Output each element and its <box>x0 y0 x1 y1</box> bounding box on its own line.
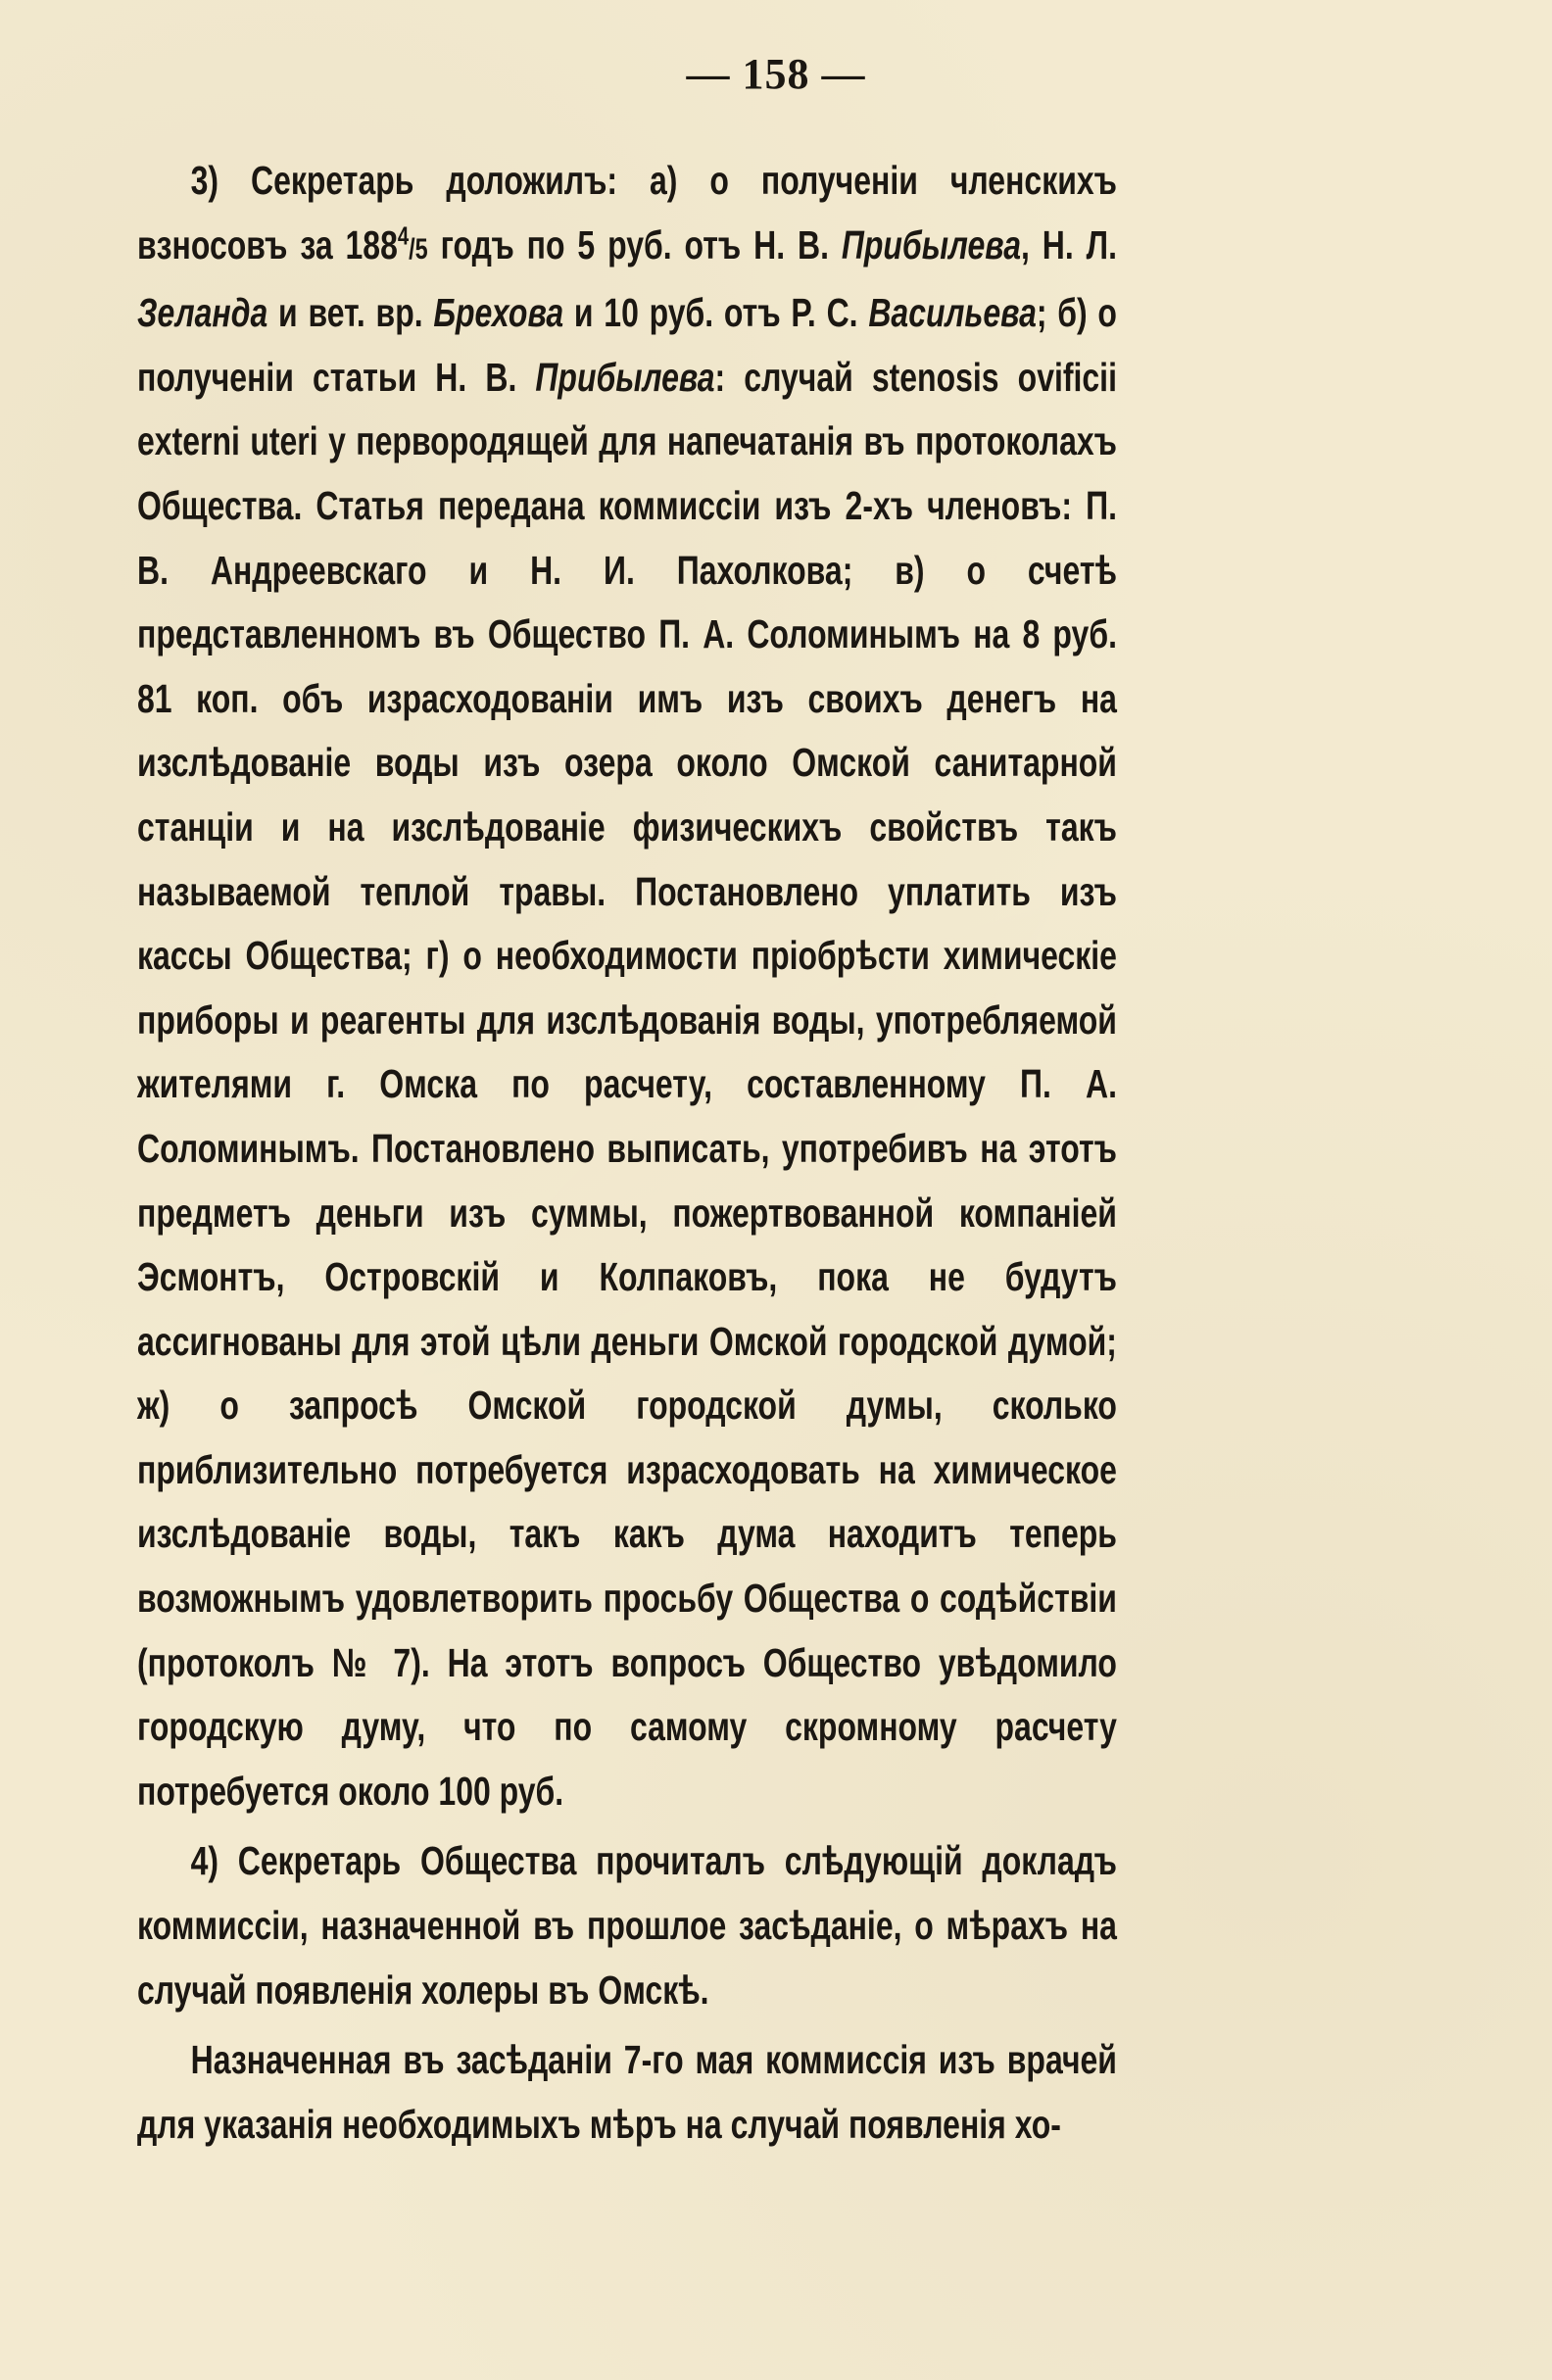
item3-text-6: ; б) о полученіи статьи Н. В. <box>137 290 1117 400</box>
paragraph-item-5: Назначенная въ засѣданіи 7-го мая коммиссія изъ врачей для указанія необходимыхъ мѣръ на случай появленія хо- <box>137 2037 1117 2147</box>
item3-text-5: и 10 руб. отъ Р. С. <box>563 290 869 336</box>
page-body <box>137 149 1117 2157</box>
name-pribyleva-2: Прибылева <box>535 354 715 400</box>
page-number: — 158 — <box>686 50 866 98</box>
paragraph-item-3 <box>137 149 1117 1823</box>
name-brekhova: Брехова <box>433 290 564 336</box>
name-vasilyeva: Васильева <box>868 290 1037 336</box>
year-fraction: /5 <box>409 232 428 266</box>
name-pribyleva-1: Прибылева <box>841 221 1021 267</box>
paragraph-item-4: 4) Секретарь Общества прочиталъ слѣдующій докладъ коммиссіи, назначенной въ прошлое засѣданіе, о мѣрахъ на случай появленія холеры въ Омскѣ. <box>137 1838 1117 2013</box>
year-superscript: 4 <box>397 219 410 250</box>
name-zelanda: Зеланда <box>137 290 268 336</box>
item3-text-2: годъ по 5 руб. отъ Н. В. <box>427 221 842 267</box>
item3-text-7: : случай stenosis ovificii externi uteri у первородящей для напечатанія въ протоколахъ Общества. Статья передана коммиссіи изъ 2-хъ членовъ: П. В. Андреевскаго и Н. И. Пахолкова; в) о счетѣ представленномъ въ Общество П. А. Соломинымъ на 8 руб. 81 коп. объ израсходованіи имъ изъ своихъ денегъ на изслѣдованіе воды изъ озера около Омской санитарной станціи и на изслѣдованіе физическихъ свойствъ такъ называемой теплой травы. Постановлено уплатить изъ кассы Общества; г) о необходимости пріобрѣсти химическіе приборы и реагенты для изслѣдованія воды, употребляемой жителями г. Омска по расчету, составленному П. А. Соломинымъ. Постановлено выписать, употребивъ на этотъ предметъ деньги изъ суммы, пожертвованной компаніей Эсмонтъ, Островскій и Колпаковъ, пока не будутъ ассигнованы для этой цѣли деньги Омской городской думой; ж) о запросѣ Омской городской думы, сколько приблизительно потребуется израсходовать на химическое изслѣдованіе воды, такъ какъ дума находитъ теперь возможнымъ удовлетворить просьбу Общества о содѣйствіи (протоколъ № 7). На этотъ вопросъ Общество увѣдомило городскую думу, что по самому скромному расчету потребуется около 100 руб. <box>137 354 1117 1814</box>
item3-text-1: 3) Секретарь доложилъ: а) о полученіи членскихъ взносовъ за 188 <box>137 158 1117 267</box>
item3-text-3: , Н. Л. <box>1020 221 1117 267</box>
item3-text-4: и вет. вр. <box>267 290 434 336</box>
